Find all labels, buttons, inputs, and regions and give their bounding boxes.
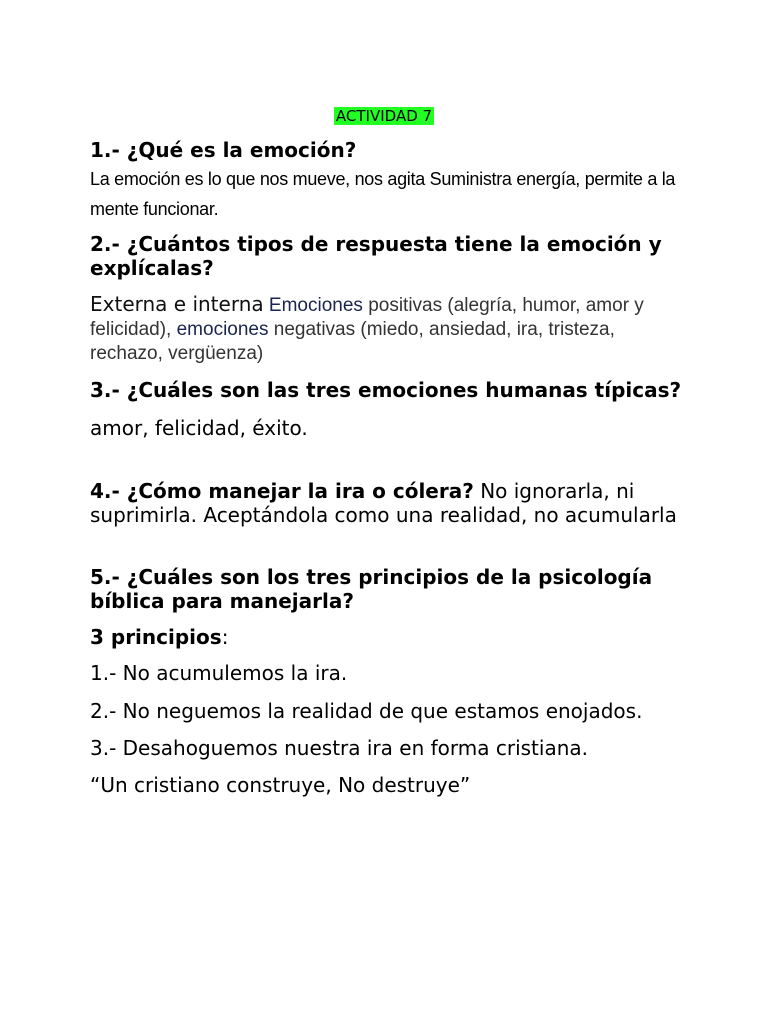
activity-title: ACTIVIDAD 7 bbox=[335, 107, 433, 125]
question-3: 3.- ¿Cuáles son las tres emociones humanas típicas? bbox=[90, 378, 682, 402]
question-3-block bbox=[90, 378, 690, 440]
principles-heading-line bbox=[90, 625, 690, 649]
answer-2-tail: negativas (miedo, ansiedad, ira, tristeza, rechazo, vergüenza) bbox=[90, 319, 615, 364]
principle-3: 3.- Desahoguemos nuestra ira en forma cristiana. bbox=[90, 736, 588, 760]
question-4-block bbox=[90, 479, 690, 527]
principles-colon: : bbox=[221, 625, 229, 649]
principles-heading: 3 principios bbox=[90, 625, 222, 649]
question-1: 1.- ¿Qué es la emoción? bbox=[90, 138, 357, 162]
question-5: 5.- ¿Cuáles son los tres principios de la psicología bíblica para manejarla? bbox=[90, 565, 653, 613]
question-2-block bbox=[90, 232, 690, 366]
principle-1: 1.- No acumulemos la ira. bbox=[90, 661, 348, 685]
answer-2-lead: Externa e interna bbox=[90, 292, 264, 316]
answer-1: La emoción es lo que nos mueve, nos agita Suministra energía, permite a la mente funcionar. bbox=[90, 169, 676, 219]
title-row bbox=[0, 106, 768, 125]
answer-2-emph-2: emociones bbox=[176, 319, 269, 340]
answer-2-mid: positivas (alegría, humor, amor y felicidad), bbox=[90, 295, 644, 340]
answer-2-emph-1: Emociones bbox=[268, 295, 363, 316]
answer-3: amor, felicidad, éxito. bbox=[90, 416, 308, 440]
question-4-line bbox=[90, 479, 690, 527]
answer-4: No ignorarla, ni suprimirla. Aceptándola como una realidad, no acumularla bbox=[90, 479, 677, 527]
question-1-block bbox=[90, 138, 690, 224]
question-2: 2.- ¿Cuántos tipos de respuesta tiene la emoción y explícalas? bbox=[90, 232, 662, 280]
closing-quote: “Un cristiano construye, No destruye” bbox=[90, 773, 471, 797]
question-5-block bbox=[90, 565, 690, 797]
question-4: 4.- ¿Cómo manejar la ira o cólera? bbox=[90, 479, 474, 503]
principle-2: 2.- No neguemos la realidad de que estamos enojados. bbox=[90, 699, 643, 723]
answer-2 bbox=[90, 292, 690, 366]
